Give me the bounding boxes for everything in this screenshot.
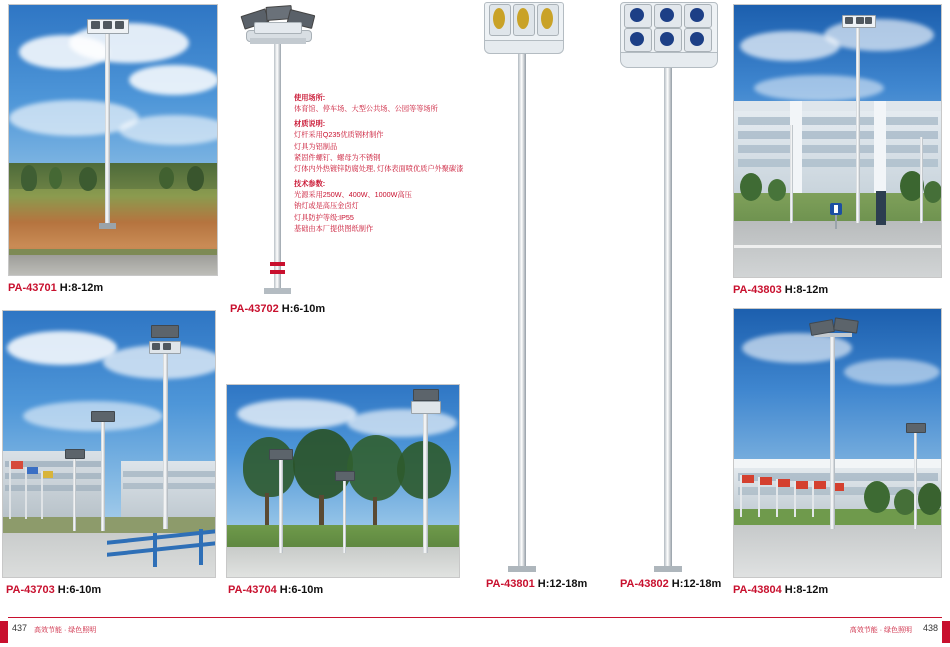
product-code: PA-43801: [486, 578, 535, 590]
product-height: H:6-10m: [281, 303, 326, 315]
product-photo-pa-43701: [8, 4, 218, 276]
spec-text-block: [294, 92, 463, 234]
product-code: PA-43803: [733, 284, 782, 296]
product-height: H:8-12m: [784, 284, 829, 296]
footer-slogan-left: 高效节能 · 绿色照明: [34, 627, 97, 634]
product-height: H:6-10m: [279, 584, 324, 596]
product-photo-pa-43801: [470, 0, 615, 580]
product-cell-pa-43804: [733, 308, 945, 600]
product-caption-pa-43803: [733, 284, 828, 296]
product-cell-pa-43703: [2, 310, 218, 600]
footer-slogan-right: 高效节能 · 绿色照明: [849, 627, 912, 634]
spec-material-line-4: 灯体内外热镀锌防腐处理, 灯体表面喷优质户外聚碳漆: [294, 163, 464, 173]
product-cell-pa-43803: [733, 4, 943, 304]
footer-tab-right: [942, 621, 950, 643]
spec-tech-line-3: 灯具防护等级:IP55: [294, 212, 354, 222]
page-number-right: 438: [922, 623, 938, 633]
spec-usage-title: 使用场所:: [294, 93, 326, 102]
product-code: PA-43804: [733, 584, 782, 596]
spec-tech-line-2: 钠灯或是高压金卤灯: [294, 201, 359, 211]
product-code: PA-43701: [8, 282, 57, 294]
product-photo-pa-43803: [733, 4, 942, 278]
product-photo-pa-43702: [228, 0, 468, 320]
product-photo-pa-43703: [2, 310, 216, 578]
product-code: PA-43704: [228, 584, 277, 596]
spec-material-title: 材质说明:: [294, 119, 326, 129]
product-photo-pa-43804: [733, 308, 942, 578]
product-cell-pa-43704: [226, 384, 462, 600]
product-code: PA-43702: [230, 303, 279, 315]
product-photo-pa-43802: [602, 0, 747, 580]
spec-material-line-2: 灯具为铝制品: [294, 141, 338, 151]
product-caption-pa-43804: [733, 584, 828, 596]
spec-tech-line-1: 光源采用250W、400W、1000W高压: [294, 190, 412, 200]
product-photo-pa-43704: [226, 384, 460, 578]
product-height: H:8-12m: [784, 584, 829, 596]
product-code: PA-43802: [620, 578, 669, 590]
product-cell-pa-43801: [470, 0, 615, 600]
product-caption-pa-43702: [230, 303, 325, 315]
spec-usage-body: 体育馆、停车场、大型公共场、公园等等场所: [294, 104, 438, 114]
spec-tech-line-4: 基础由本厂提供图纸制作: [294, 223, 374, 233]
footer-divider: [8, 617, 942, 618]
product-height: H:12-18m: [671, 578, 722, 590]
product-cell-pa-43702: [228, 0, 468, 350]
product-caption-pa-43704: [228, 584, 323, 596]
spec-material-line-3: 紧固件螺钉、螺母为不锈钢: [294, 152, 381, 162]
product-cell-pa-43701: [8, 4, 218, 300]
footer-tab-left: [0, 621, 8, 643]
product-caption-pa-43703: [6, 584, 101, 596]
page-footer: [0, 617, 950, 647]
product-caption-pa-43802: [620, 578, 721, 590]
product-height: H:12-18m: [537, 578, 588, 590]
spec-tech-title: 技术参数:: [294, 179, 326, 189]
product-cell-pa-43802: [602, 0, 747, 600]
page-number-left: 437: [12, 623, 28, 633]
product-caption-pa-43801: [486, 578, 587, 590]
product-height: H:6-10m: [57, 584, 102, 596]
spec-material-line-1: 灯杆采用Q235优质钢材制作: [294, 130, 384, 140]
product-code: PA-43703: [6, 584, 55, 596]
product-caption-pa-43701: [8, 282, 103, 294]
product-height: H:8-12m: [59, 282, 104, 294]
